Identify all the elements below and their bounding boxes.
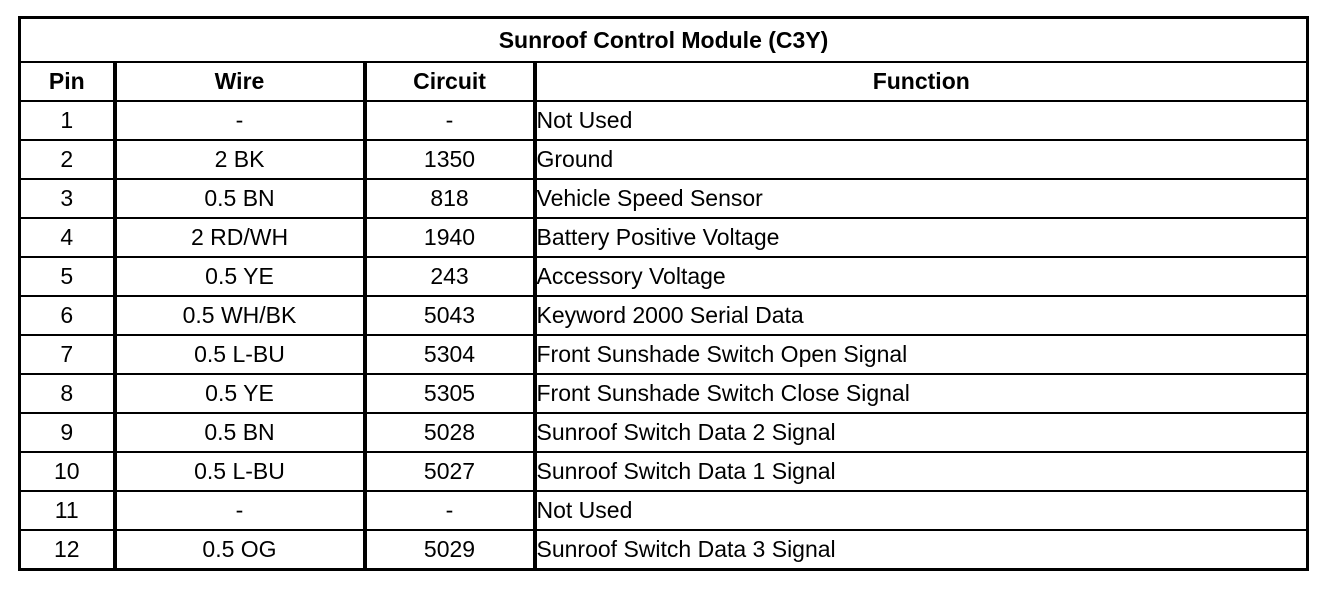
circuit-cell: - (365, 101, 535, 140)
wire-cell: 0.5 WH/BK (115, 296, 365, 335)
pin-cell: 12 (20, 530, 115, 570)
function-cell: Keyword 2000 Serial Data (535, 296, 1308, 335)
function-cell: Sunroof Switch Data 1 Signal (535, 452, 1308, 491)
table-row (20, 140, 1308, 179)
wire-cell: - (115, 491, 365, 530)
pin-cell: 11 (20, 491, 115, 530)
pin-cell: 5 (20, 257, 115, 296)
column-header-pin: Pin (20, 62, 115, 101)
column-header-wire: Wire (115, 62, 365, 101)
pin-cell: 4 (20, 218, 115, 257)
pin-cell: 2 (20, 140, 115, 179)
wire-cell: 0.5 BN (115, 179, 365, 218)
wire-cell: 0.5 YE (115, 374, 365, 413)
wire-cell: 0.5 L-BU (115, 335, 365, 374)
wire-cell: 0.5 YE (115, 257, 365, 296)
pin-cell: 6 (20, 296, 115, 335)
function-cell: Ground (535, 140, 1308, 179)
connector-pinout-table (18, 16, 1309, 571)
function-cell: Front Sunshade Switch Close Signal (535, 374, 1308, 413)
table-row (20, 218, 1308, 257)
pin-cell: 10 (20, 452, 115, 491)
table-body (20, 101, 1308, 570)
function-cell: Not Used (535, 491, 1308, 530)
function-cell: Front Sunshade Switch Open Signal (535, 335, 1308, 374)
wire-cell: 2 BK (115, 140, 365, 179)
table-row (20, 335, 1308, 374)
column-header-circuit: Circuit (365, 62, 535, 101)
column-header-function: Function (535, 62, 1308, 101)
function-cell: Sunroof Switch Data 2 Signal (535, 413, 1308, 452)
table-title-row (20, 18, 1308, 63)
pin-cell: 8 (20, 374, 115, 413)
table-row (20, 257, 1308, 296)
circuit-cell: 818 (365, 179, 535, 218)
pin-cell: 7 (20, 335, 115, 374)
table-row (20, 491, 1308, 530)
circuit-cell: 5029 (365, 530, 535, 570)
circuit-cell: 5028 (365, 413, 535, 452)
function-cell: Not Used (535, 101, 1308, 140)
table-row (20, 530, 1308, 570)
table-row (20, 179, 1308, 218)
circuit-cell: 5043 (365, 296, 535, 335)
pin-cell: 1 (20, 101, 115, 140)
function-cell: Accessory Voltage (535, 257, 1308, 296)
connector-document (18, 16, 1309, 571)
table-row (20, 296, 1308, 335)
table-row (20, 452, 1308, 491)
circuit-cell: 5305 (365, 374, 535, 413)
circuit-cell: 1350 (365, 140, 535, 179)
wire-cell: - (115, 101, 365, 140)
function-cell: Sunroof Switch Data 3 Signal (535, 530, 1308, 570)
wire-cell: 0.5 BN (115, 413, 365, 452)
table-title: Sunroof Control Module (C3Y) (20, 18, 1308, 63)
function-cell: Vehicle Speed Sensor (535, 179, 1308, 218)
circuit-cell: 243 (365, 257, 535, 296)
circuit-cell: 5027 (365, 452, 535, 491)
table-header-row (20, 62, 1308, 101)
pin-cell: 3 (20, 179, 115, 218)
pin-cell: 9 (20, 413, 115, 452)
wire-cell: 0.5 OG (115, 530, 365, 570)
circuit-cell: 5304 (365, 335, 535, 374)
wire-cell: 2 RD/WH (115, 218, 365, 257)
circuit-cell: - (365, 491, 535, 530)
function-cell: Battery Positive Voltage (535, 218, 1308, 257)
wire-cell: 0.5 L-BU (115, 452, 365, 491)
circuit-cell: 1940 (365, 218, 535, 257)
table-row (20, 374, 1308, 413)
table-row (20, 413, 1308, 452)
table-row (20, 101, 1308, 140)
